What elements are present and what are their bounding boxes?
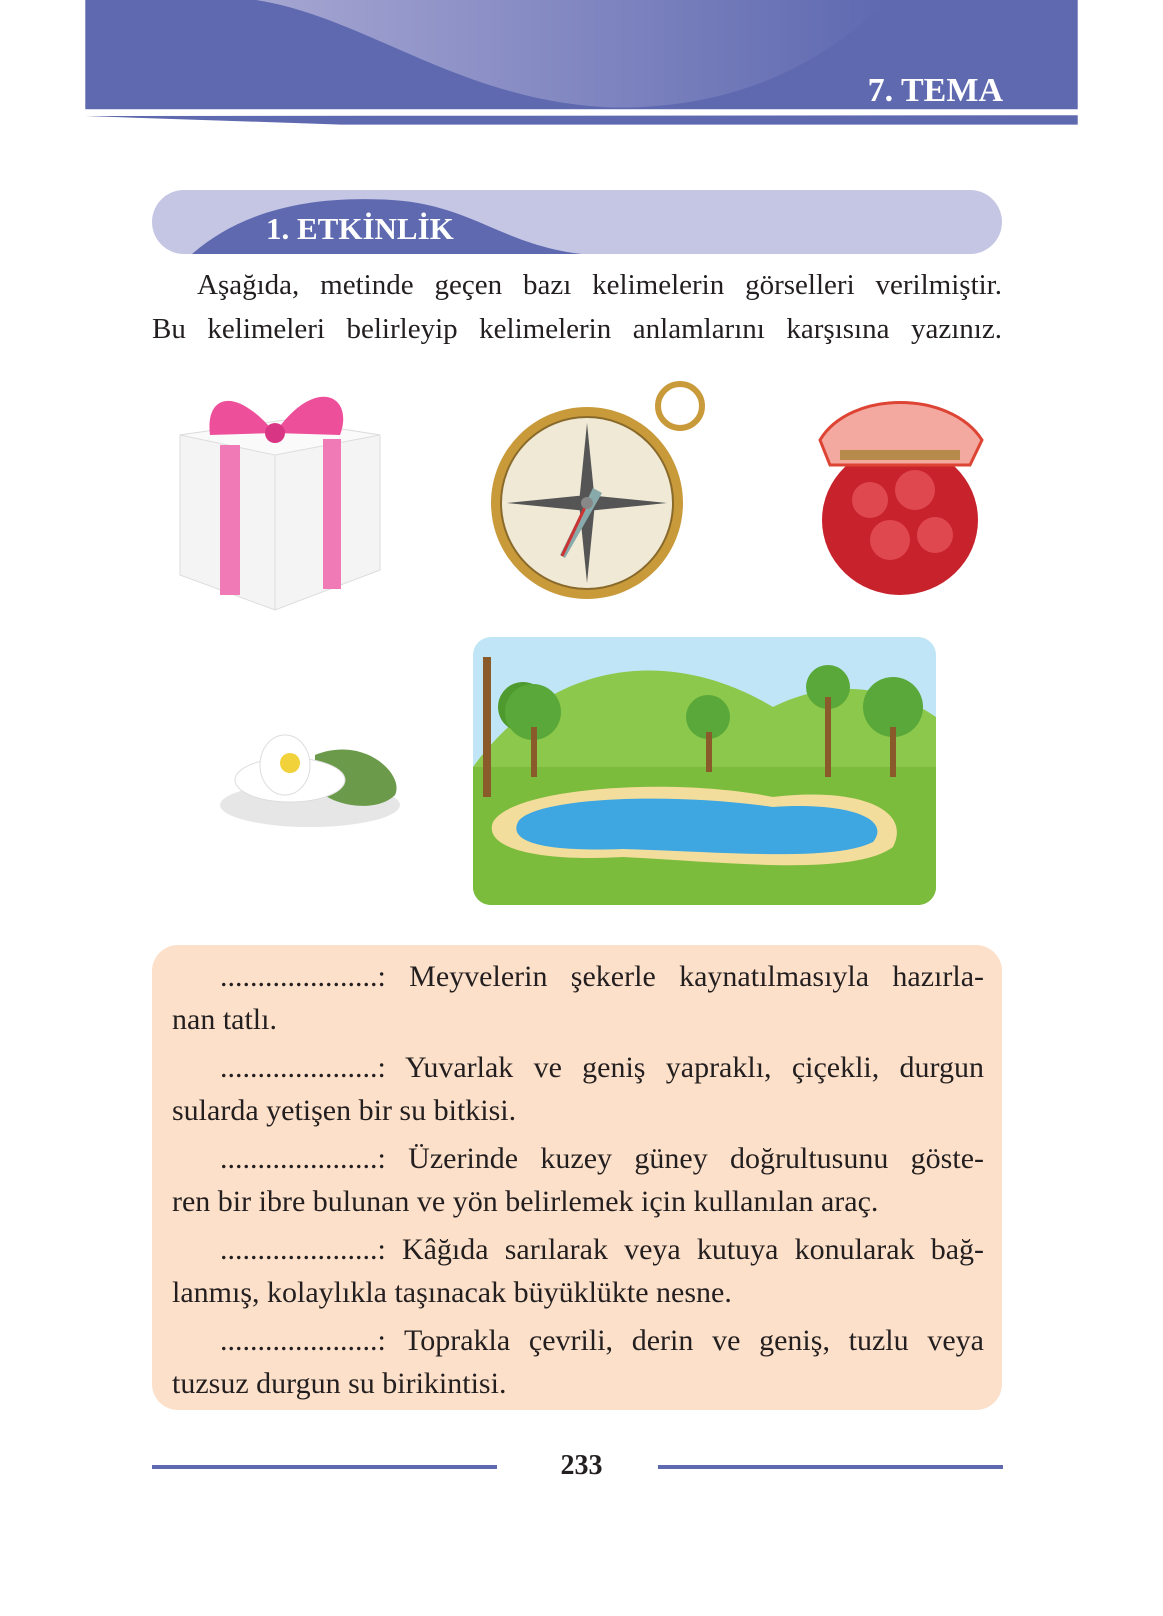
definition-4-line-2: lanmış, kolaylıkla taşınacak büyüklükte nesne. <box>172 1276 732 1309</box>
definition-3-line-1: .....................: Üzerinde kuzey güney doğrultusunu göste- <box>220 1142 984 1175</box>
compass-image <box>490 378 715 608</box>
definition-1-line-2: nan tatlı. <box>172 1003 277 1036</box>
definition-2-line-2: sularda yetişen bir su bitkisi. <box>172 1094 517 1127</box>
instruction-line-1: Aşağıda, metinde geçen bazı kelimelerin görselleri verilmiştir. <box>197 269 1002 301</box>
activity-title: 1. ETKİNLİK <box>266 211 454 246</box>
definition-5-line-1: .....................: Toprakla çevrili, derin ve geniş, tuzlu veya <box>220 1324 984 1357</box>
gift-box-image <box>165 375 390 615</box>
pond-landscape-image <box>473 637 936 905</box>
water-lily-image <box>215 715 405 835</box>
definition-3-line-2: ren bir ibre bulunan ve yön belirlemek için kullanılan araç. <box>172 1185 879 1218</box>
page-number: 233 <box>560 1450 603 1481</box>
instruction-line-2: Bu kelimeleri belirleyip kelimelerin anlamlarını karşısına yazınız. <box>152 313 1002 345</box>
definition-4-line-1: .....................: Kâğıda sarılarak veya kutuya konularak bağ- <box>220 1233 984 1266</box>
definition-2-line-1: .....................: Yuvarlak ve geniş yapraklı, çiçekli, durgun <box>220 1051 984 1084</box>
definition-1-line-1: .....................: Meyvelerin şekerle kaynatılmasıyla hazırla- <box>220 960 984 993</box>
theme-label: 7. TEMA <box>867 72 1003 109</box>
definition-5-line-2: tuzsuz durgun su birikintisi. <box>172 1367 507 1400</box>
jam-jar-image <box>810 390 990 600</box>
